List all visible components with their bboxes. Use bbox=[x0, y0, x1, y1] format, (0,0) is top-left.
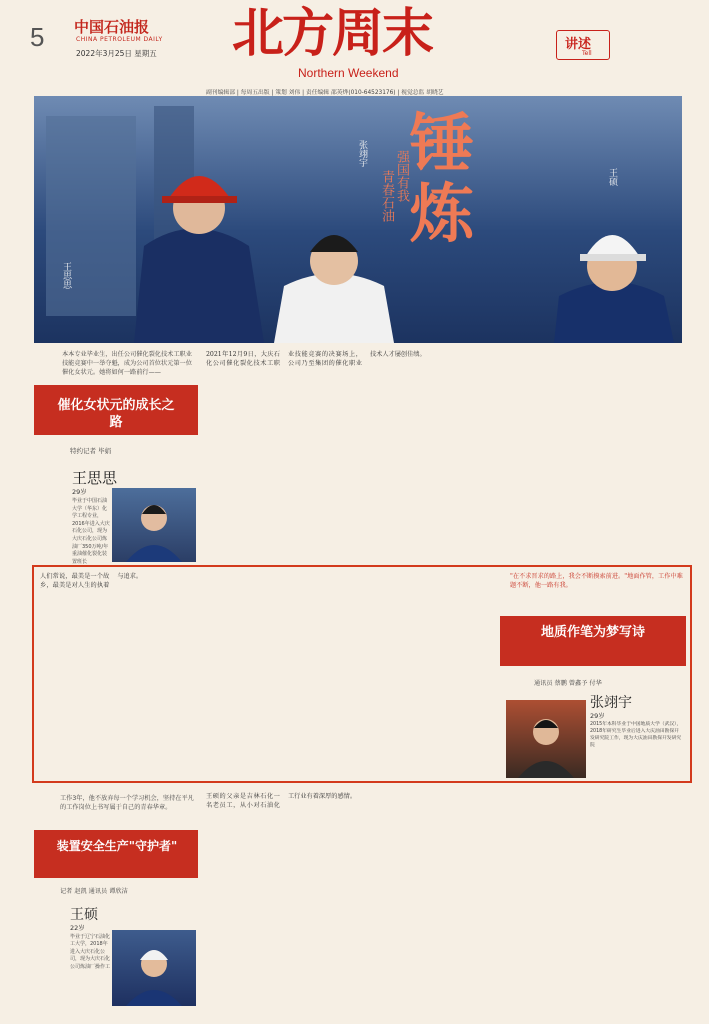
story2-body-text: 人们常说，最美是一个故乡，最美是对人生的执着与追求。 bbox=[40, 573, 143, 590]
story3-title: 装置安全生产"守护者" bbox=[56, 839, 178, 853]
story1-person-name: 王思思 bbox=[72, 469, 118, 487]
hero-image bbox=[34, 96, 682, 343]
column-title-en: Tell bbox=[582, 50, 592, 57]
story3-intro: 工作3年，他不放弃每一个学习机会，坚持在平凡的工作岗位上书写属于自己的青春华章。 bbox=[60, 795, 194, 811]
story1-person-age: 29岁 bbox=[72, 488, 87, 496]
story2-quote: "在不求晋求的路上，我会不断摸索前进。"地面作管，工作中难题不断，他一路有我。 bbox=[510, 573, 683, 589]
story2-body bbox=[40, 572, 496, 778]
story3-portrait bbox=[112, 930, 196, 1006]
story1-title: 催化女状元的成长之路 bbox=[57, 398, 175, 430]
story3-body bbox=[206, 792, 690, 1018]
story2-person-desc: 2015年本科毕业于中国地质大学（武汉），2018年研究生毕业后进入大庆油田勘探开发研究院工作，现为大庆油田勘探开发研究院 bbox=[590, 722, 682, 748]
hero-tagline-1: 强国有我 bbox=[394, 150, 409, 202]
story1-byline: 特约记者 毕娟 bbox=[70, 447, 112, 455]
hero-tagline-2: 青春石油 bbox=[379, 170, 394, 222]
story1-body bbox=[206, 350, 690, 564]
hero-name-1: 王思思 bbox=[61, 262, 71, 289]
section-subtitle: Northern Weekend bbox=[298, 66, 399, 80]
paper-logo-en: CHINA PETROLEUM DAILY bbox=[76, 36, 163, 43]
story2-person-name: 张翊宇 bbox=[590, 695, 632, 711]
column-title: 讲述 bbox=[565, 37, 592, 52]
credits-line: 副刊编辑部 | 每周五出版 | 策划 刘伟 | 责任编辑 邵英烨(010-64523176) | 视觉总监 胡晓艺 bbox=[206, 90, 444, 96]
story2-title: 地质作笔为梦写诗 bbox=[540, 625, 645, 640]
story3-person-name: 王硕 bbox=[70, 907, 98, 923]
story2-portrait bbox=[506, 700, 586, 778]
story3-person-desc: 毕业于辽宁石油化工大学，2018年进入大庆石化公司，现为大庆石化公司炼油厂操作工 bbox=[70, 934, 111, 970]
issue-date: 2022年3月25日 星期五 bbox=[76, 49, 157, 58]
hero-photo-illustration bbox=[34, 96, 682, 343]
story2-byline: 通讯员 蔡鹏 曾鑫予 付华 bbox=[534, 680, 602, 687]
story3-person-age: 22岁 bbox=[70, 924, 85, 932]
hero-name-3: 王硕 bbox=[607, 168, 617, 186]
masthead bbox=[0, 0, 709, 84]
hero-name-2: 张翊宇 bbox=[357, 140, 367, 167]
story3-body-text: 王硕的父亲是吉林石化一名老员工，从小对石油化工行业有着深厚的感情。 bbox=[206, 793, 357, 810]
page-number: 5 bbox=[30, 22, 45, 52]
story3-byline: 记者 赵凯 通讯员 谭欣洁 bbox=[60, 888, 128, 895]
hero-big-title: 锤炼 bbox=[410, 107, 474, 252]
story1-portrait bbox=[112, 488, 196, 562]
story1-intro: 本本专业毕业生，出任公司催化裂化技术工职业技能竞赛中一举夺魁，成为公司首位状元第一位催化女状元。她将如何一路前行—— bbox=[62, 351, 192, 376]
story1-body-text: 2021年12月9日，大庆石化公司催化裂化技术工职业技能竞赛的决赛场上，公司乃至集团的催化职业技术人才屡创佳绩。 bbox=[206, 351, 426, 368]
paper-logo-cn: 中国石油报 bbox=[74, 18, 150, 36]
section-title: 北方周末 bbox=[232, 3, 433, 64]
story2-person-age: 29岁 bbox=[590, 712, 605, 720]
story1-person-desc: 毕业于中国石油大学（华东）化学工程专业，2016年进入大庆石化公司，现为大庆石化公司炼油厂350万吨/年重油催化裂化装置班长 bbox=[72, 498, 110, 565]
